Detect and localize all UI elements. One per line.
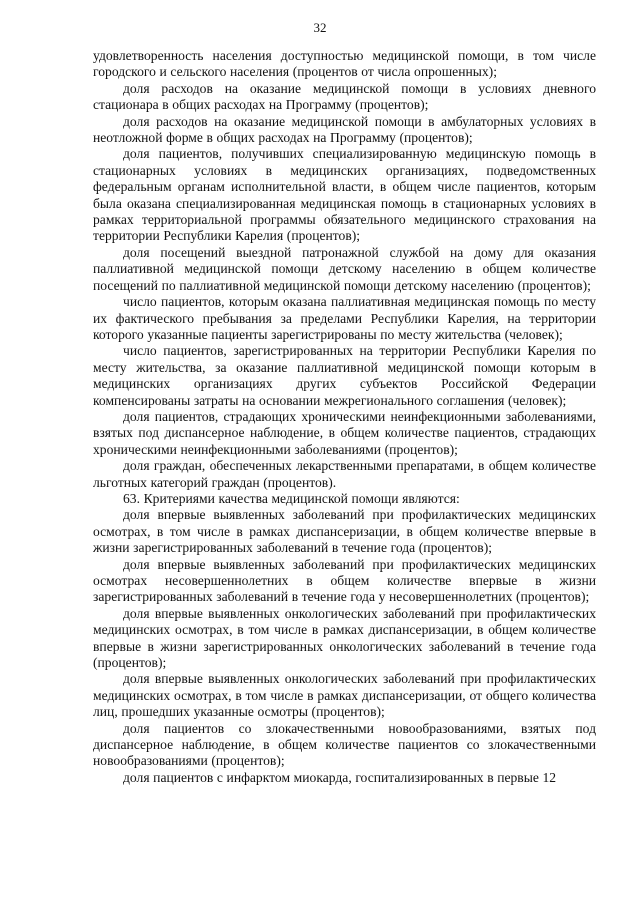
paragraph: доля пациентов, страдающих хроническими неинфекционными заболеваниями, взятых под диспансерное наблюдение, в общем количестве пациентов, страдающих хроническими неинфекционными заболеваниями (процентов); — [93, 408, 596, 457]
paragraph: доля пациентов, получивших специализированную медицинскую помощь в стационарных условиях в медицинских организациях, подведомственных федеральным органам исполнительной власти, в общем числе пациентов, которым была оказана специализированная медицинская помощь в стационарных условиях в рамках территориальной программы обязательного медицинского страхования на территории Республики Карелия (процентов); — [93, 146, 596, 244]
section-heading: 63. Критериями качества медицинской помощи являются: — [123, 490, 460, 506]
paragraph: число пациентов, зарегистрированных на территории Республики Карелия по месту жительства, за оказание паллиативной медицинской помощи которым в медицинских организациях других субъектов Российской Федерации компенсированы затраты на основании межрегионального соглашения (человек); — [93, 343, 596, 408]
paragraph: доля впервые выявленных онкологических заболеваний при профилактических медицинских осмотрах, в том числе в рамках диспансеризации, в общем количестве впервые в жизни зарегистрированных онкологических заболеваний в течение года (процентов); — [93, 605, 596, 671]
paragraph: доля впервые выявленных заболеваний при профилактических медицинских осмотрах несовершеннолетних в общем количестве впервые в жизни зарегистрированных заболеваний в течение года у несовершеннолетних (процентов); — [93, 556, 596, 605]
paragraph: доля впервые выявленных заболеваний при профилактических медицинских осмотрах, в том числе в рамках диспансеризации, в общем количестве впервые в жизни зарегистрированных заболеваний в течение года (процентов); — [93, 507, 596, 556]
paragraph: доля граждан, обеспеченных лекарственными препаратами, в общем количестве льготных категорий граждан (процентов). — [93, 458, 596, 490]
document-body — [93, 48, 596, 786]
paragraph: доля пациентов с инфарктом миокарда, госпитализированных в первые 12 — [123, 769, 557, 785]
paragraph: число пациентов, которым оказана паллиативная медицинская помощь по месту их фактического пребывания за пределами Республики Карелия, на территории которого указанные пациенты зарегистрированы по месту жительства (человек); — [93, 294, 596, 342]
paragraph: удовлетворенность населения доступностью медицинской помощи, в том числе городского и сельского населения (процентов от числа опрошенных); — [93, 48, 596, 80]
paragraph: доля расходов на оказание медицинской помощи в амбулаторных условиях в неотложной форме в общих расходах на Программу (процентов); — [93, 113, 596, 146]
paragraph: доля расходов на оказание медицинской помощи в условиях дневного стационара в общих расходах на Программу (процентов); — [93, 80, 596, 113]
paragraph: доля посещений выездной патронажной службой на дому для оказания паллиативной медицинской помощи детскому населению в общем количестве посещений по паллиативной медицинской помощи детскому населению (процентов); — [93, 244, 596, 293]
paragraph: доля впервые выявленных онкологических заболеваний при профилактических медицинских осмотрах, в том числе в рамках диспансеризации, от общего количества лиц, прошедших указанные осмотры (процентов); — [93, 671, 596, 720]
page-number: 32 — [313, 20, 327, 35]
paragraph: доля пациентов со злокачественными новообразованиями, взятых под диспансерное наблюдение, в общем количестве пациентов со злокачественными новообразованиями (процентов); — [93, 720, 596, 769]
